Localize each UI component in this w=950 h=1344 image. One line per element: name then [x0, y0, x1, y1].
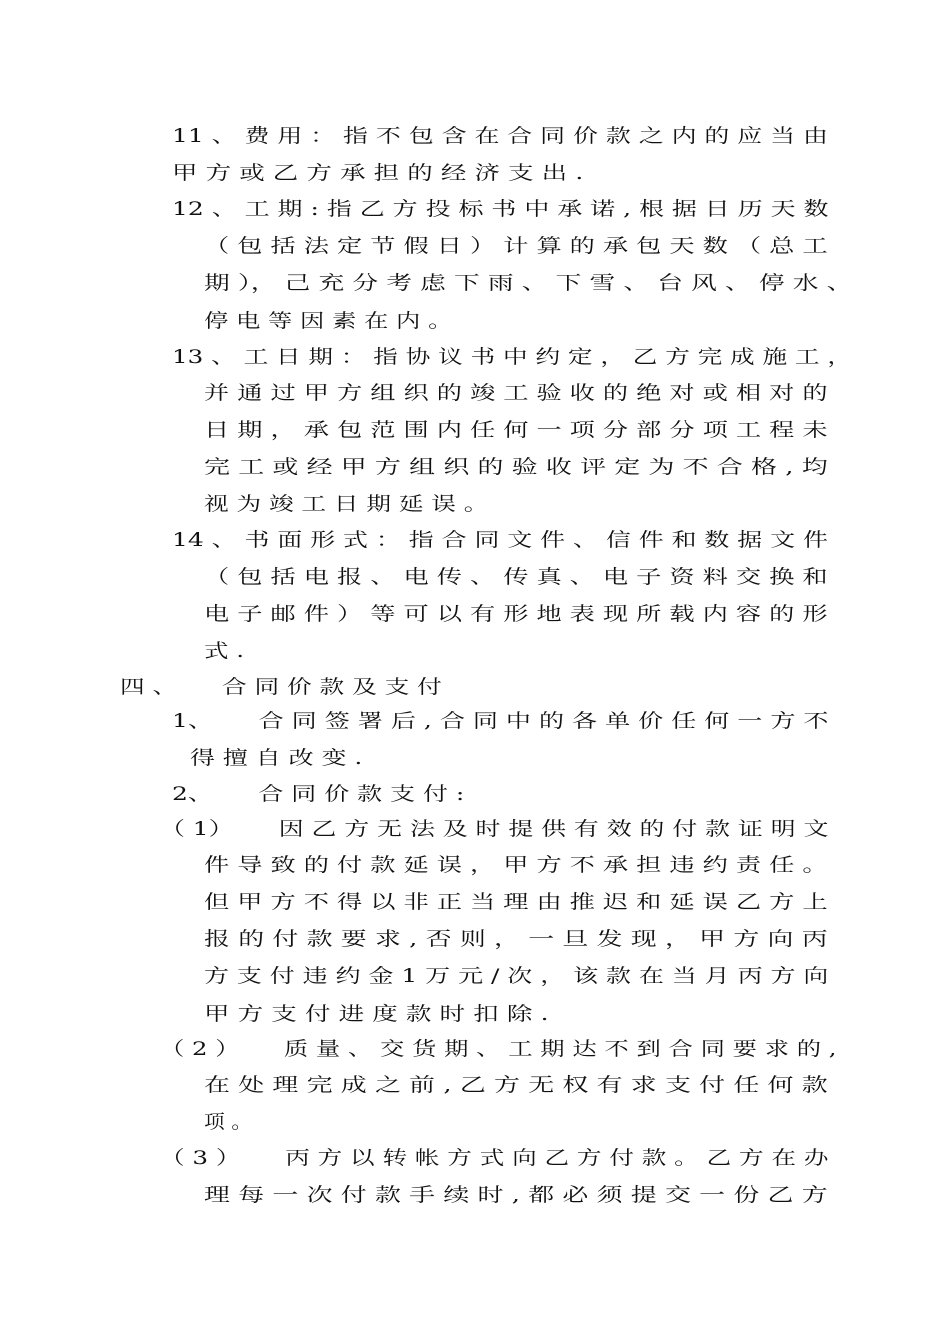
text-line: 得 擅 自 改 变 .: [190, 747, 363, 769]
text-line: 13 、 工 日 期 ： 指 协 议 书 中 约 定 ， 乙 方 完 成 施 工 ，: [172, 346, 852, 368]
text-line: 甲 方 支 付 进 度 款 时 扣 除 .: [204, 1003, 549, 1025]
text-line: 11 、 费 用 ： 指 不 包 含 在 合 同 价 款 之 内 的 应 当 由: [172, 125, 828, 147]
text-line: 式 .: [204, 640, 245, 662]
text-line: 1、 合 同 签 署 后 , 合 同 中 的 各 单 价 任 何 一 方 不: [172, 710, 829, 732]
text-line: 电 子 邮 件 ） 等 可 以 有 形 地 表 现 所 载 内 容 的 形: [204, 603, 828, 625]
text-line: 并 通 过 甲 方 组 织 的 竣 工 验 收 的 绝 对 或 相 对 的: [204, 382, 828, 404]
text-line: 完 工 或 经 甲 方 组 织 的 验 收 评 定 为 不 合 格 , 均: [204, 456, 828, 478]
text-line: （ 包 括 法 定 节 假 日 ） 计 算 的 承 包 天 数 （ 总 工: [204, 235, 828, 257]
section-heading: 四 、 合 同 价 款 及 支 付: [120, 676, 442, 698]
text-line: 报 的 付 款 要 求 , 否 则 ， 一 旦 发 现 ， 甲 方 向 丙: [204, 928, 828, 950]
text-line: 12 、 工 期 : 指 乙 方 投 标 书 中 承 诺 , 根 据 日 历 天 数: [172, 198, 829, 220]
text-line: 理 每 一 次 付 款 手 续 时 , 都 必 须 提 交 一 份 乙 方: [204, 1184, 828, 1206]
text-line: 但 甲 方 不 得 以 非 正 当 理 由 推 迟 和 延 误 乙 方 上: [204, 891, 828, 913]
text-line: 视 为 竣 工 日 期 延 误 。: [204, 493, 489, 515]
text-line: 项 。: [204, 1111, 253, 1133]
text-line: 日 期 ， 承 包 范 围 内 任 何 一 项 分 部 分 项 工 程 未: [204, 419, 828, 441]
text-line: 2、 合 同 价 款 支 付 :: [172, 783, 465, 805]
text-line: 在 处 理 完 成 之 前 , 乙 方 无 权 有 求 支 付 任 何 款: [204, 1074, 828, 1096]
text-line: （ 3 ） 丙 方 以 转 帐 方 式 向 乙 方 付 款 。 乙 方 在 办: [160, 1147, 829, 1169]
text-line: 方 支 付 违 约 金 1 万 元 / 次 ， 该 款 在 当 月 丙 方 向: [204, 965, 829, 987]
text-line: （ 1） 因 乙 方 无 法 及 时 提 供 有 效 的 付 款 证 明 文: [160, 818, 829, 840]
text-line: 甲 方 或 乙 方 承 担 的 经 济 支 出 .: [172, 162, 584, 184]
text-line: （ 2 ） 质 量 、 交 货 期 、 工 期 达 不 到 合 同 要 求 的 ,: [160, 1038, 837, 1060]
text-line: 件 导 致 的 付 款 延 误 ， 甲 方 不 承 担 违 约 责 任 。: [204, 854, 828, 876]
text-line: （ 包 括 电 报 、 电 传 、 传 真 、 电 子 资 料 交 换 和: [204, 566, 828, 588]
text-line: 期 ）， 己 充 分 考 虑 下 雨 、 下 雪 、 台 风 、 停 水 、: [204, 272, 853, 294]
text-line: 停 电 等 因 素 在 内 。: [204, 310, 453, 332]
text-line: 14 、 书 面 形 式 ： 指 合 同 文 件 、 信 件 和 数 据 文 件: [172, 529, 828, 551]
